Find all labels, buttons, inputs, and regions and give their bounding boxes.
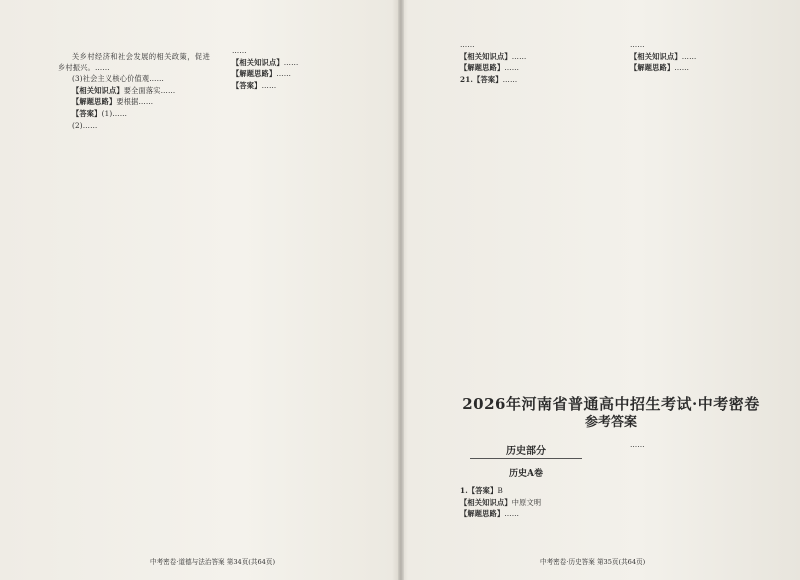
answer-tag: 【解题思路】 xyxy=(232,69,277,79)
paragraph-text: …… xyxy=(630,440,645,449)
answer-tag: 【解题思路】 xyxy=(460,63,505,73)
paragraph-text: …… xyxy=(681,51,697,61)
paragraph xyxy=(218,69,376,80)
paragraph xyxy=(616,440,778,451)
paragraph xyxy=(218,58,376,69)
paragraph-text: B xyxy=(497,486,503,495)
right-page-footer: 中考密卷·历史答案 第35页(共64页) xyxy=(540,558,646,566)
exam-subtitle: 参考答案 xyxy=(584,415,637,430)
paragraph-text: …… xyxy=(502,74,518,84)
paragraph xyxy=(218,81,376,92)
paragraph-text: …… xyxy=(261,80,277,90)
paragraph-text: …… xyxy=(283,57,299,67)
answer-tag: 【相关知识点】 xyxy=(72,85,124,95)
answer-tag: 【相关知识点】 xyxy=(460,497,512,507)
paragraph xyxy=(446,498,606,509)
answer-tag: 【相关知识点】 xyxy=(460,51,512,61)
paragraph xyxy=(58,86,210,97)
paragraph-text: 要根据…… xyxy=(116,97,154,107)
left-page-column-1 xyxy=(58,52,210,542)
exam-title-block xyxy=(446,394,776,432)
answer-tag: 【解题思路】 xyxy=(72,97,117,107)
answer-tag: 【解题思路】 xyxy=(460,509,505,519)
paragraph-text: (3)社会主义核心价值观…… xyxy=(72,74,165,84)
paragraph xyxy=(58,74,210,85)
paragraph xyxy=(446,75,606,86)
paragraph-text: …… xyxy=(276,69,292,79)
paragraph-text: …… xyxy=(504,63,520,73)
book-spine xyxy=(398,0,404,580)
exam-title: 2026年河南省普通高中招生考试·中考密卷 xyxy=(462,395,760,413)
paper-heading: 历史A卷 xyxy=(509,469,543,479)
answer-tag: 【答案】 xyxy=(232,80,262,90)
paragraph xyxy=(446,40,606,51)
paragraph xyxy=(446,486,606,497)
answer-tag: 【相关知识点】 xyxy=(630,51,682,61)
right-page-column-1 xyxy=(446,40,606,378)
paragraph xyxy=(616,52,778,63)
answer-tag: 【解题思路】 xyxy=(630,63,675,73)
paragraph-text: …… xyxy=(460,40,475,49)
paragraph xyxy=(58,97,210,108)
answer-tag: 【相关知识点】 xyxy=(232,57,284,67)
right-page-column-2-bottom xyxy=(616,440,778,540)
paragraph-text: 关乡村经济和社会发展的相关政策，促进乡村振兴。…… xyxy=(58,52,210,72)
paragraph-text: …… xyxy=(504,509,520,519)
paragraph xyxy=(58,121,210,132)
answer-tag: 21.【答案】 xyxy=(460,74,503,84)
paragraph-text: …… xyxy=(630,40,645,49)
left-page-column-2 xyxy=(218,46,376,542)
right-page-column-2 xyxy=(616,40,778,378)
paragraph xyxy=(446,509,606,520)
paragraph xyxy=(58,52,210,73)
paragraph xyxy=(616,63,778,74)
section-rule xyxy=(470,458,582,459)
paragraph-text: 中原文明 xyxy=(511,497,542,507)
left-page-footer: 中考密卷·道德与法治答案 第34页(共64页) xyxy=(150,558,276,566)
paragraph-text: …… xyxy=(232,46,247,55)
paragraph xyxy=(58,109,210,120)
answer-tag: 1.【答案】 xyxy=(460,486,498,495)
paragraph-text: …… xyxy=(674,63,690,73)
paragraph-text: (1)…… xyxy=(101,108,128,118)
answers-list xyxy=(446,486,606,546)
section-heading: 历史部分 xyxy=(506,446,546,457)
answer-tag: 【答案】 xyxy=(72,108,102,118)
paragraph-text: …… xyxy=(511,51,527,61)
paragraph xyxy=(446,63,606,74)
paragraph-text: 要全面落实…… xyxy=(123,85,176,95)
paragraph xyxy=(446,52,606,63)
paragraph xyxy=(218,46,376,57)
paragraph-text: (2)…… xyxy=(72,120,98,130)
paragraph xyxy=(616,40,778,51)
